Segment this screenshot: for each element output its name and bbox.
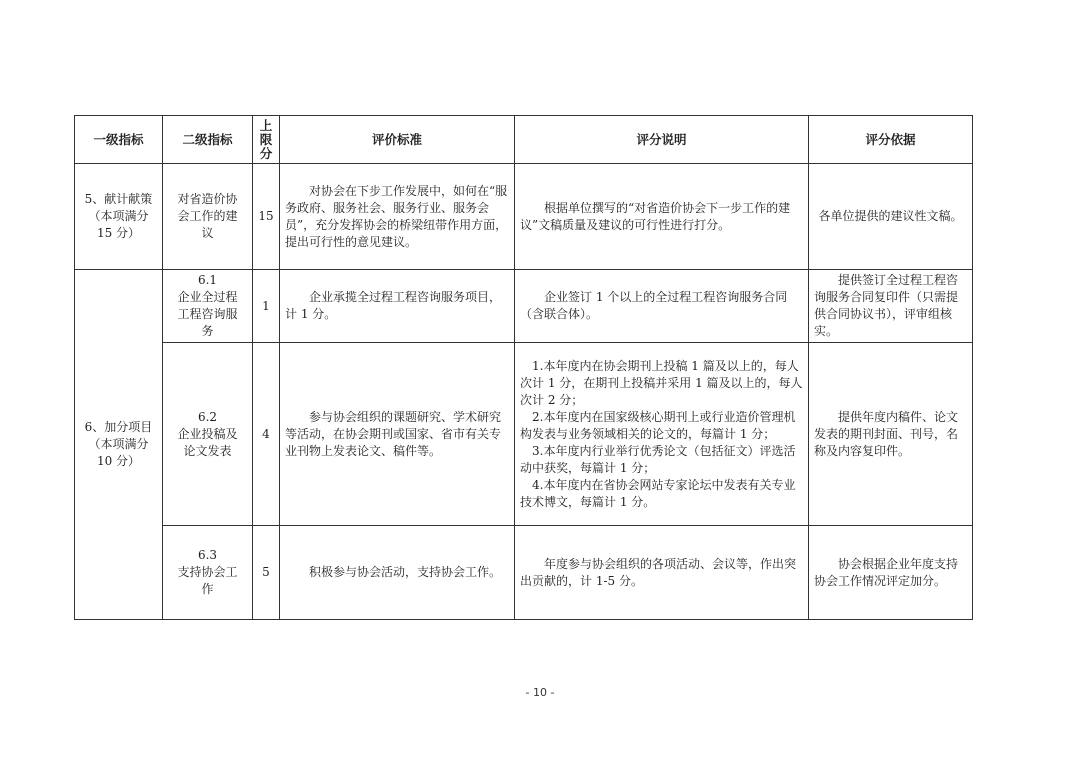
- criteria-cell: 参与协会组织的课题研究、学术研究等活动，在协会期刊或国家、省市有关专业刊物上发表论文、稿件等。: [280, 343, 515, 526]
- header-max-char-3: 分: [259, 145, 273, 161]
- explanation-item: 2.本年度内在国家级核心期刊上或行业造价管理机构发表与业务领域相关的论文的，每篇计 1 分；: [520, 409, 796, 441]
- explanation-item: 4.本年度内在省协会网站专家论坛中发表有关专业技术博文，每篇计 1 分。: [520, 477, 796, 509]
- explanation-item: 1.本年度内在协会期刊上投稿 1 篇及以上的，每人次计 1 分，在期刊上投稿并采用 1 篇及以上的，每人次计 2 分；: [520, 358, 803, 407]
- table-row: [75, 526, 973, 620]
- explanation-item: 3.本年度内行业举行优秀论文（包括征文）评选活动中获奖，每篇计 1 分；: [520, 443, 796, 475]
- header-basis: 评分依据: [809, 116, 973, 164]
- explanation-cell: 根据单位撰写的“对省造价协会下一步工作的建议”文稿质量及建议的可行性进行打分。: [515, 164, 809, 270]
- evaluation-table: [74, 115, 973, 620]
- criteria-cell: 企业承揽全过程工程咨询服务项目，计 1 分。: [280, 270, 515, 343]
- basis-cell: 提供签订全过程工程咨询服务合同复印件（只需提供合同协议书），评审组核实。: [809, 270, 973, 343]
- explanation-cell: 年度参与协会组织的各项活动、会议等，作出突出贡献的，计 1-5 分。: [515, 526, 809, 620]
- criteria-cell: 对协会在下步工作发展中，如何在“服务政府、服务社会、服务行业、服务会员”，充分发挥协会的桥梁纽带作用方面，提出可行性的意见建议。: [280, 164, 515, 270]
- level2-cell: 对省造价协 会工作的建 议: [163, 164, 253, 270]
- table-row: [75, 343, 973, 526]
- level1-cell: 6、加分项目 （本项满分 10 分）: [75, 270, 163, 620]
- header-max-char-1: 上: [259, 117, 273, 133]
- header-max-score: [253, 116, 280, 164]
- level2-cell: 6.2 企业投稿及 论文发表: [163, 343, 253, 526]
- page-number: - 10 -: [525, 686, 555, 699]
- header-max-char-2: 限: [259, 131, 273, 147]
- max-score-cell: 5: [253, 526, 280, 620]
- header-level1: 一级指标: [75, 116, 163, 164]
- explanation-cell: [515, 343, 809, 526]
- table-row: [75, 270, 973, 343]
- basis-cell: 提供年度内稿件、论文发表的期刊封面、刊号，名称及内容复印件。: [809, 343, 973, 526]
- header-criteria: 评价标准: [280, 116, 515, 164]
- max-score-cell: 1: [253, 270, 280, 343]
- basis-cell: 各单位提供的建议性文稿。: [809, 164, 973, 270]
- criteria-cell: 积极参与协会活动，支持协会工作。: [280, 526, 515, 620]
- level2-cell: 6.3 支持协会工 作: [163, 526, 253, 620]
- header-explanation: 评分说明: [515, 116, 809, 164]
- header-row: [75, 116, 973, 164]
- basis-cell: 协会根据企业年度支持协会工作情况评定加分。: [809, 526, 973, 620]
- level2-cell: 6.1 企业全过程 工程咨询服 务: [163, 270, 253, 343]
- header-level2: 二级指标: [163, 116, 253, 164]
- max-score-cell: 15: [253, 164, 280, 270]
- max-score-cell: 4: [253, 343, 280, 526]
- level1-cell: 5、献计献策 （本项满分 15 分）: [75, 164, 163, 270]
- table-row: [75, 164, 973, 270]
- explanation-cell: 企业签订 1 个以上的全过程工程咨询服务合同（含联合体）。: [515, 270, 809, 343]
